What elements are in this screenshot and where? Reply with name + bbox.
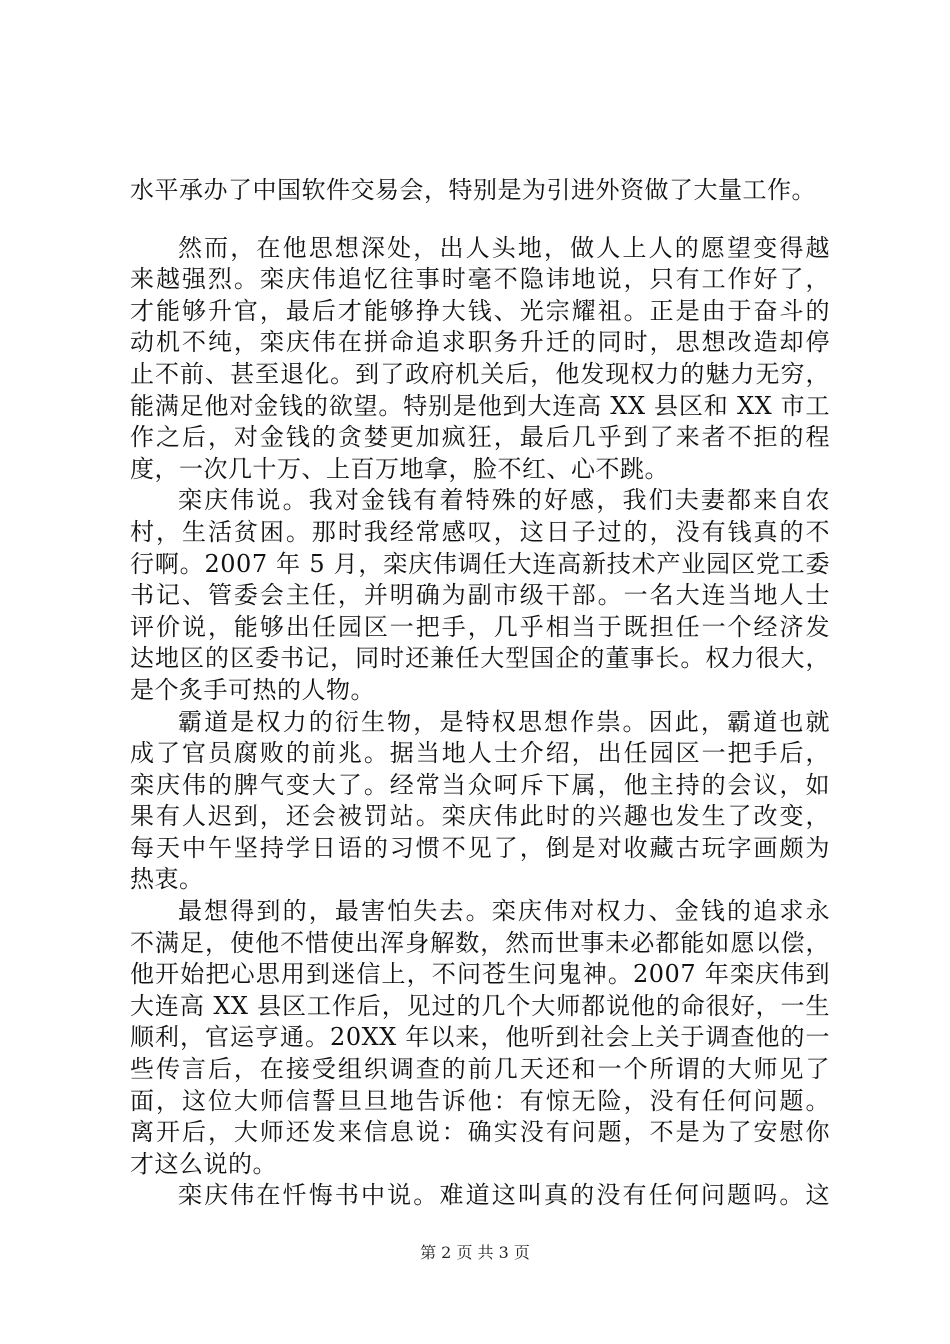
text-line: 然而，在他思想深处，出人头地，做人上人的愿望变得越	[178, 233, 830, 262]
text-line: 栾庆伟的脾气变大了。经常当众呵斥下属，他主持的会议，如	[130, 770, 830, 799]
text-line: 离开后，大师还发来信息说：确实没有问题，不是为了安慰你	[130, 1118, 830, 1147]
text-line: 能满足他对金钱的欲望。特别是他到大连高 XX 县区和 XX 市工	[130, 391, 830, 420]
page-footer: 第 2 页 共 3 页	[420, 1243, 530, 1262]
paragraph-gap	[130, 207, 830, 233]
text-line: 是个炙手可热的人物。	[130, 675, 375, 704]
text-line: 顺利，官运亨通。20XX 年以来，他听到社会上关于调查他的一	[130, 1023, 830, 1052]
text-line: 霸道是权力的衍生物，是特权思想作祟。因此，霸道也就	[178, 707, 830, 736]
text-line: 止不前、甚至退化。到了政府机关后，他发现权力的魅力无穷，	[130, 359, 830, 388]
text-line: 大连高 XX 县区工作后，见过的几个大师都说他的命很好，一生	[130, 991, 830, 1020]
text-line: 不满足，使他不惜使出浑身解数，然而世事未必都能如愿以偿，	[130, 928, 830, 957]
text-line: 评价说，能够出任园区一把手，几乎相当于既担任一个经济发	[130, 612, 830, 641]
text-line: 才能够升官，最后才能够挣大钱、光宗耀祖。正是由于奋斗的	[130, 296, 830, 325]
text-line: 些传言后，在接受组织调查的前几天还和一个所谓的大师见了	[130, 1055, 830, 1084]
text-line: 动机不纯，栾庆伟在拼命追求职务升迁的同时，思想改造却停	[130, 328, 830, 357]
text-line: 最想得到的，最害怕失去。栾庆伟对权力、金钱的追求永	[178, 897, 830, 926]
text-line: 来越强烈。栾庆伟追忆往事时毫不隐讳地说，只有工作好了，	[130, 265, 830, 294]
text-line: 栾庆伟在忏悔书中说。难道这叫真的没有任何问题吗。这	[178, 1181, 830, 1210]
text-line: 书记、管委会主任，并明确为副市级干部。一名大连当地人士	[130, 581, 830, 610]
text-line: 面，这位大师信誓旦旦地告诉他：有惊无险，没有任何问题。	[130, 1086, 830, 1115]
text-line: 成了官员腐败的前兆。据当地人士介绍，出任园区一把手后，	[130, 739, 830, 768]
text-line: 村，生活贫困。那时我经常感叹，这日子过的，没有钱真的不	[130, 517, 830, 546]
text-line: 才这么说的。	[130, 1149, 277, 1178]
text-line: 他开始把心思用到迷信上，不问苍生问鬼神。2007 年栾庆伟到	[130, 960, 830, 989]
text-line: 度，一次几十万、上百万地拿，脸不红、心不跳。	[130, 454, 669, 483]
text-line: 行啊。2007 年 5 月，栾庆伟调任大连高新技术产业园区党工委	[130, 549, 830, 578]
text-line: 每天中午坚持学日语的习惯不见了，倒是对收藏古玩字画颇为	[130, 833, 830, 862]
document-body	[130, 175, 830, 1212]
text-line: 栾庆伟说。我对金钱有着特殊的好感，我们夫妻都来自农	[178, 486, 830, 515]
text-line: 水平承办了中国软件交易会，特别是为引进外资做了大量工作。	[130, 176, 816, 204]
text-line: 热衷。	[130, 865, 204, 894]
text-line: 达地区的区委书记，同时还兼任大型国企的董事长。权力很大，	[130, 644, 830, 673]
text-line: 果有人迟到，还会被罚站。栾庆伟此时的兴趣也发生了改变，	[130, 802, 830, 831]
text-line: 作之后，对金钱的贪婪更加疯狂，最后几乎到了来者不拒的程	[130, 423, 830, 452]
